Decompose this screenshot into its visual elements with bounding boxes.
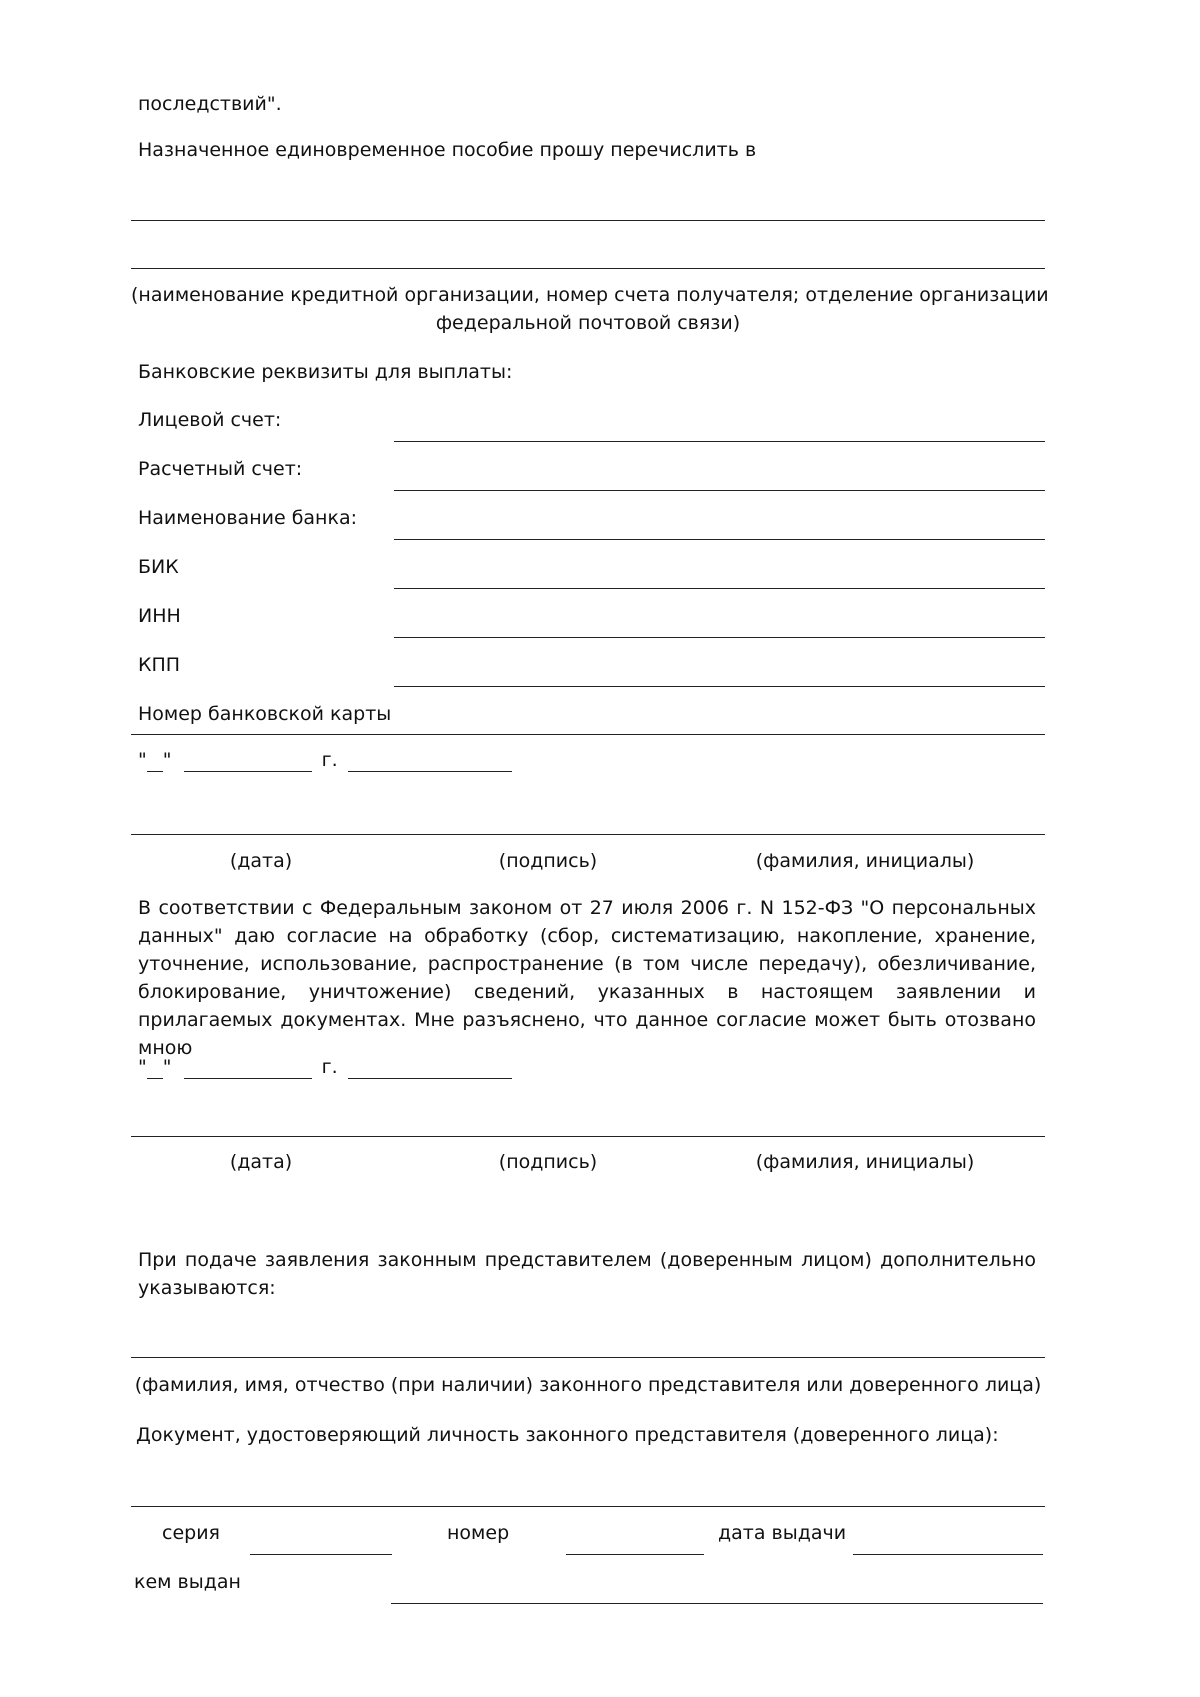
caption-name-1: (фамилия, инициалы) (755, 850, 975, 872)
id-document-heading: Документ, удостоверяющий личность законного представителя (доверенного лица): (136, 1424, 999, 1446)
inn-input-line[interactable] (394, 637, 1045, 638)
quote-close: " (162, 749, 172, 771)
caption-date-1: (дата) (229, 850, 293, 872)
caption-signature-1: (подпись) (498, 850, 598, 872)
date-line-2 (138, 1055, 512, 1079)
transfer-caption-line-1: (наименование кредитной организации, номер счета получателя; отделение организации (131, 284, 1049, 306)
bank-field-label: БИК (138, 556, 179, 578)
issued-by-label: кем выдан (134, 1571, 241, 1593)
quote-close: " (162, 1056, 172, 1078)
transfer-destination-line-2[interactable] (131, 268, 1045, 269)
series-label: серия (162, 1522, 220, 1544)
personal-account-input-line[interactable] (394, 441, 1045, 442)
issue-date-input-line[interactable] (853, 1554, 1043, 1555)
settlement-account-input-line[interactable] (394, 490, 1045, 491)
bank-field-label: КПП (138, 654, 181, 676)
caption-name-2: (фамилия, инициалы) (755, 1151, 975, 1173)
year-suffix: г. (321, 749, 338, 771)
year-blank[interactable] (348, 1060, 512, 1079)
consent-paragraph: В соответствии с Федеральным законом от 27 июля 2006 г. N 152-ФЗ "О персональных данных" даю согласие на обработку (сбор, систематизацию, накопление, хранение, уточнение, использование, распространение (в том числе передачу), обезличивание, блокирование, уничтожение) сведений, указанных в настоящем заявлении и прилагаемых документах. Мне разъяснено, что данное согласие может быть отозвано мною (138, 897, 1036, 1059)
series-input-line[interactable] (250, 1554, 392, 1555)
day-blank[interactable] (147, 753, 163, 772)
month-blank[interactable] (184, 753, 312, 772)
transfer-caption-line-2: федеральной почтовой связи) (435, 312, 741, 334)
signature-line-1[interactable] (131, 834, 1045, 835)
bik-input-line[interactable] (394, 588, 1045, 589)
representative-name-line[interactable] (131, 1357, 1045, 1358)
month-blank[interactable] (184, 1060, 312, 1079)
intro-tail-text: последствий". (138, 93, 282, 115)
bank-details-heading: Банковские реквизиты для выплаты: (138, 361, 513, 383)
bank-field-label: Лицевой счет: (138, 409, 282, 431)
representative-intro: При подаче заявления законным представителем (доверенным лицом) дополнительно указываются: (138, 1249, 1036, 1299)
bank-field-label: Наименование банка: (138, 507, 357, 529)
bank-field-label: Номер банковской карты (138, 703, 392, 725)
day-blank[interactable] (147, 1060, 163, 1079)
issue-date-label: дата выдачи (718, 1522, 847, 1544)
signature-line-2[interactable] (131, 1136, 1045, 1137)
year-blank[interactable] (348, 753, 512, 772)
representative-name-caption: (фамилия, имя, отчество (при наличии) законного представителя или доверенного лица) (134, 1374, 1042, 1396)
date-line-1 (138, 748, 512, 772)
transfer-destination-line-1[interactable] (131, 220, 1045, 221)
card-number-input-line[interactable] (131, 734, 1045, 735)
bank-name-input-line[interactable] (394, 539, 1045, 540)
number-label: номер (447, 1522, 510, 1544)
quote-open: " (138, 1056, 147, 1078)
caption-date-2: (дата) (229, 1151, 293, 1173)
kpp-input-line[interactable] (394, 686, 1045, 687)
quote-open: " (138, 749, 147, 771)
issued-by-input-line[interactable] (391, 1603, 1043, 1604)
year-suffix: г. (321, 1056, 338, 1078)
number-input-line[interactable] (566, 1554, 704, 1555)
bank-field-label: ИНН (138, 605, 181, 627)
id-document-line[interactable] (131, 1506, 1045, 1507)
caption-signature-2: (подпись) (498, 1151, 598, 1173)
transfer-request-text: Назначенное единовременное пособие прошу перечислить в (138, 139, 757, 161)
bank-field-label: Расчетный счет: (138, 458, 303, 480)
